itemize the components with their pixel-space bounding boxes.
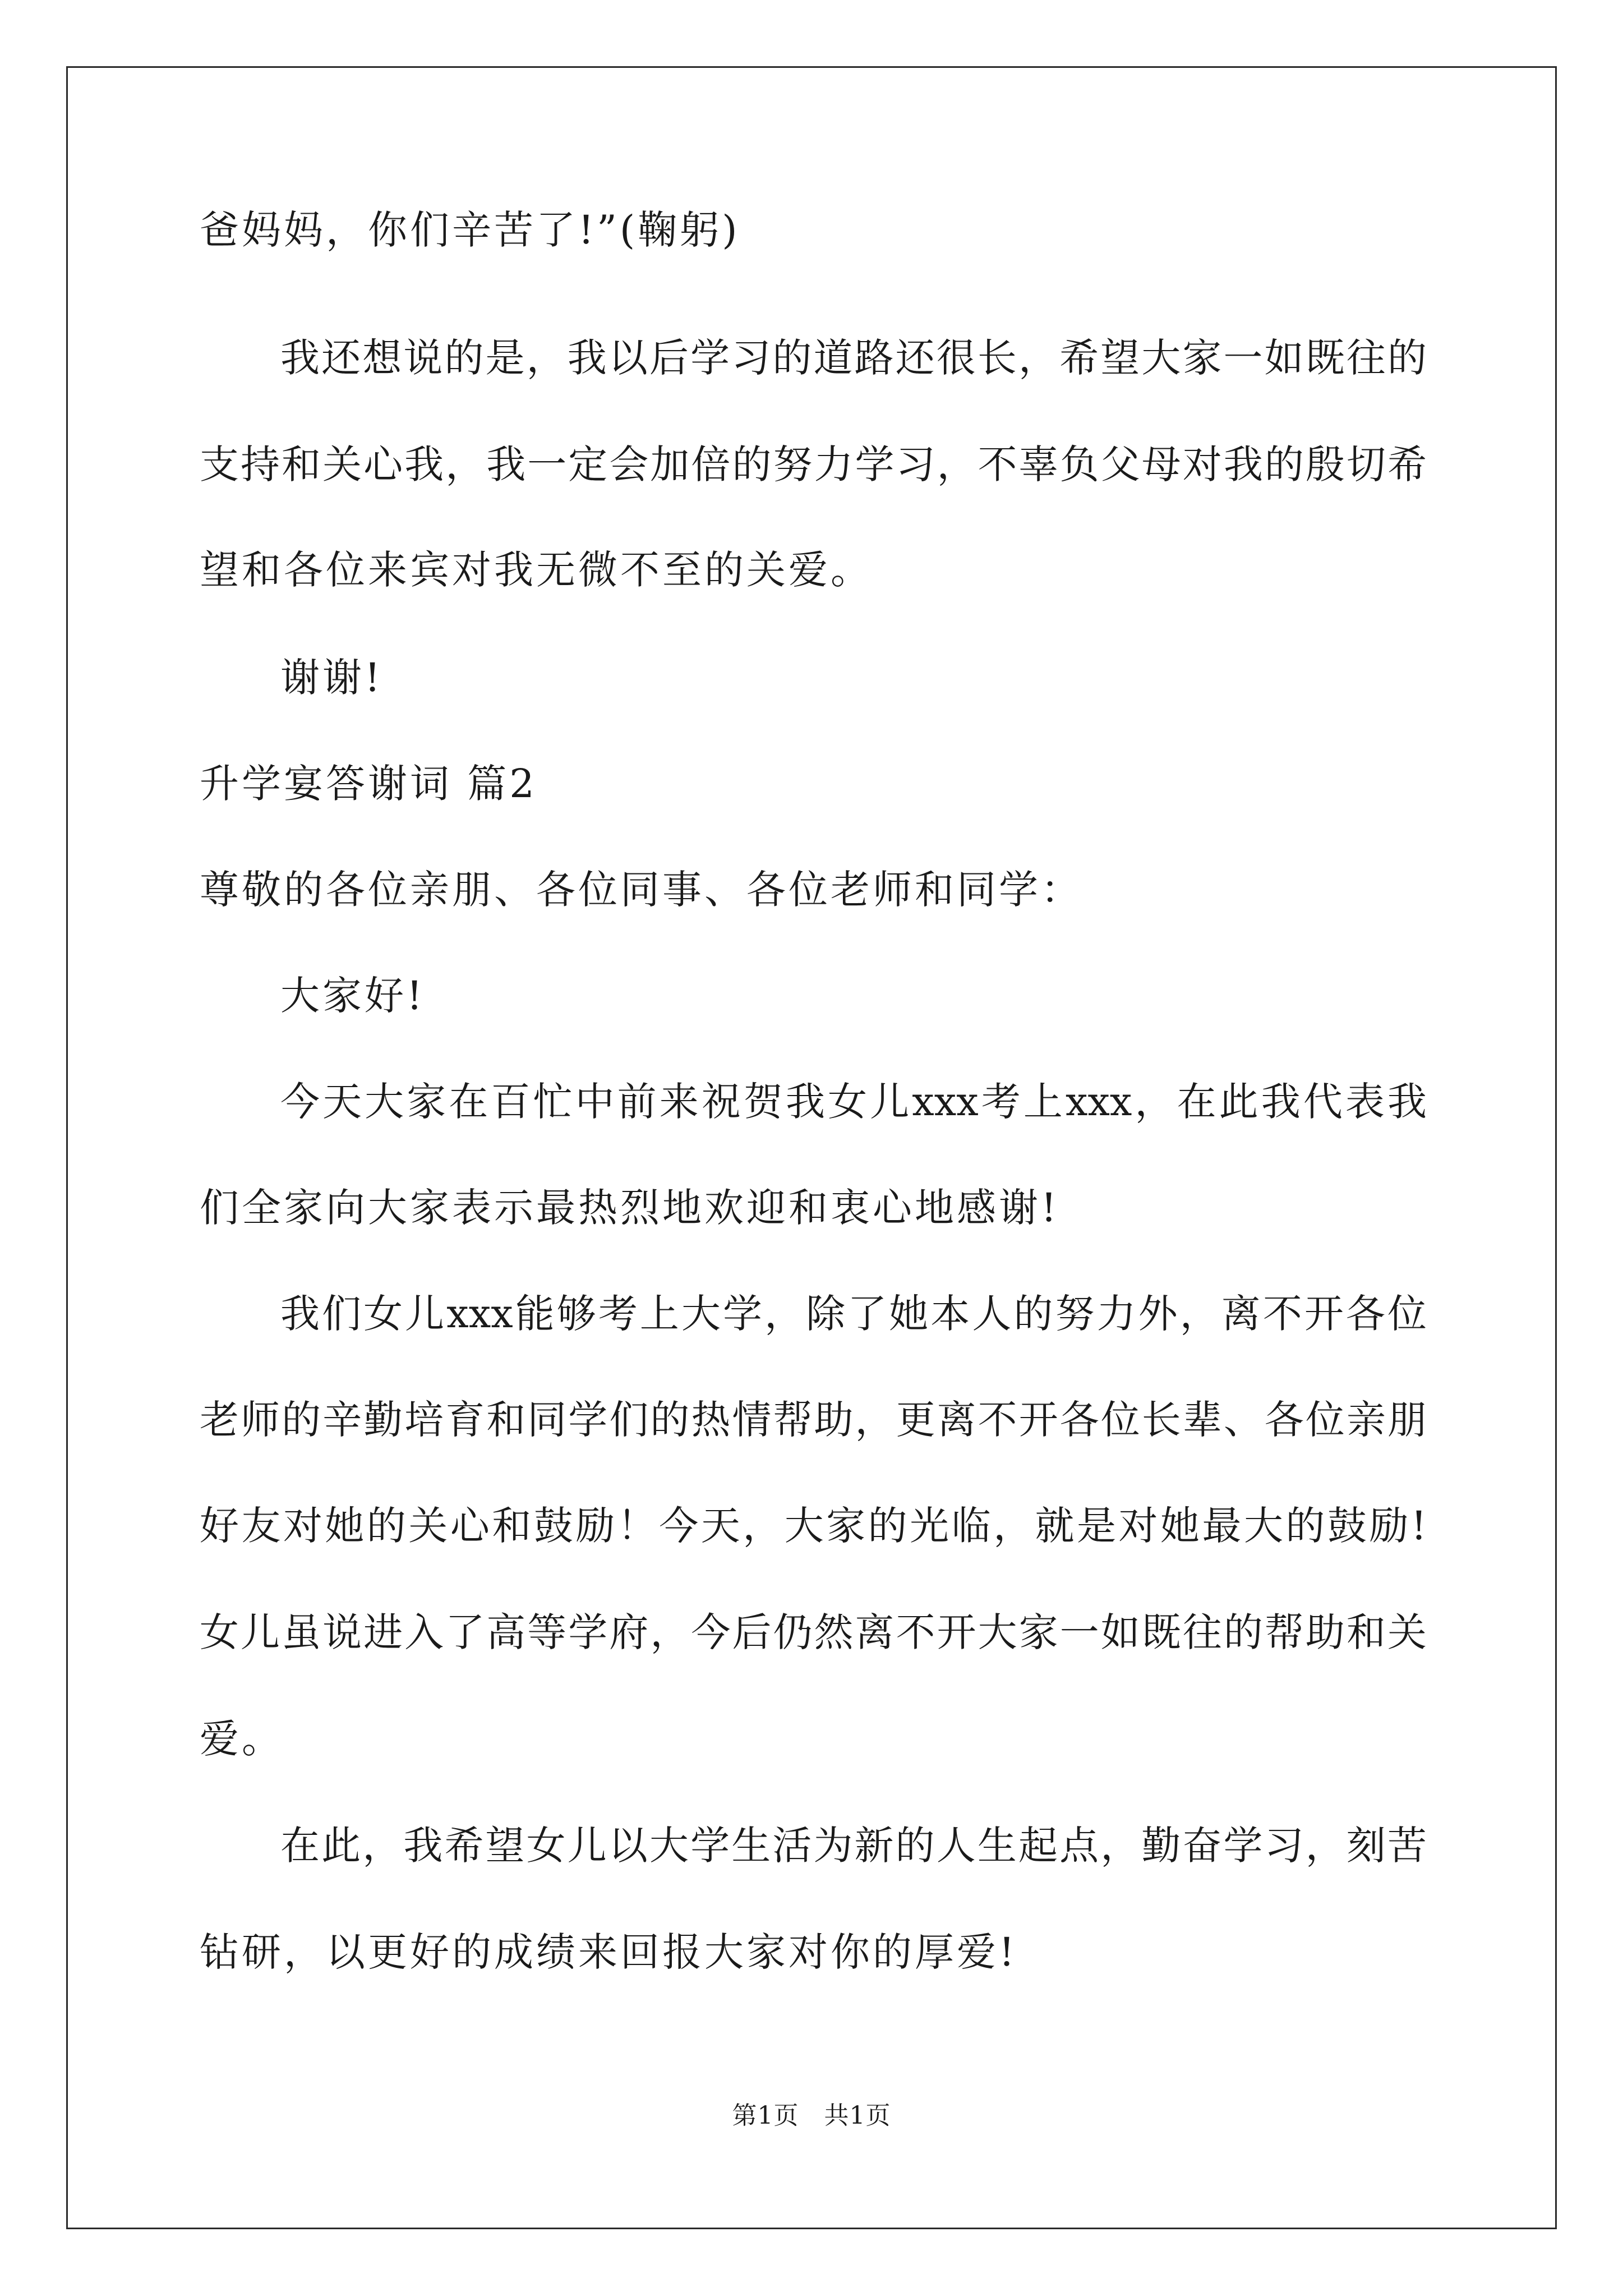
body-line: 爸妈妈，你们辛苦了!”(鞠躬) [200, 207, 740, 253]
body-line: 谢谢! [280, 655, 384, 701]
body-line: 爱。 [200, 1716, 284, 1762]
body-line: 我们女儿xxx能够考上大学，除了她本人的努力外，离不开各位 [280, 1291, 1427, 1337]
body-line: 我还想说的是，我以后学习的道路还很长，希望大家一如既往的 [280, 335, 1427, 381]
body-line: 钻研，以更好的成绩来回报大家对你的厚爱! [200, 1929, 1018, 1975]
body-line: 在此，我希望女儿以大学生活为新的人生起点，勤奋学习，刻苦 [280, 1823, 1427, 1869]
section-heading: 升学宴答谢词 篇2 [200, 761, 537, 807]
body-line: 老师的辛勤培育和同学们的热情帮助，更离不开各位长辈、各位亲朋 [200, 1397, 1427, 1443]
body-line: 支持和关心我，我一定会加倍的努力学习，不辜负父母对我的殷切希 [200, 441, 1427, 487]
page-footer: 第1页 共1页 [732, 2101, 891, 2130]
body-line: 们全家向大家表示最热烈地欢迎和衷心地感谢! [200, 1185, 1060, 1231]
body-line: 好友对她的关心和鼓励！今天，大家的光临，就是对她最大的鼓励! [200, 1503, 1427, 1549]
body-line: 望和各位来宾对我无微不至的关爱。 [200, 547, 873, 593]
salutation: 尊敬的各位亲朋、各位同事、各位老师和同学： [200, 867, 1083, 913]
body-line: 女儿虽说进入了高等学府，今后仍然离不开大家一如既往的帮助和关 [200, 1609, 1427, 1655]
page-border [66, 66, 1557, 2229]
greeting: 大家好! [280, 973, 426, 1019]
body-line: 今天大家在百忙中前来祝贺我女儿xxx考上xxx，在此我代表我 [280, 1079, 1427, 1125]
